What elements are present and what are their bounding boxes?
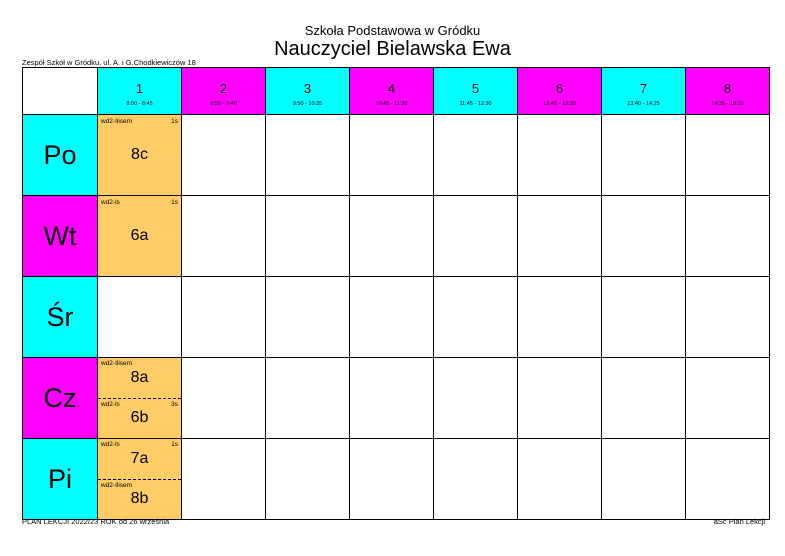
empty-cell — [602, 439, 686, 520]
lesson-room: 1s — [171, 199, 178, 206]
empty-cell — [434, 439, 518, 520]
period-time: 8:55 - 9:40 — [210, 101, 237, 107]
period-number: 5 — [471, 81, 480, 96]
period-time: 13:40 - 14:25 — [627, 101, 660, 107]
lesson-cell[interactable] — [98, 115, 182, 196]
period-number: 7 — [639, 81, 648, 96]
period-number: 1 — [135, 81, 144, 96]
empty-cell — [350, 358, 434, 439]
empty-cell — [182, 277, 266, 358]
lesson-group: wd2-ls — [101, 401, 120, 408]
empty-cell — [350, 439, 434, 520]
lesson-split-divider — [98, 398, 181, 399]
lesson-class: 8c — [131, 146, 148, 163]
period-time: 10:45 - 11:30 — [375, 101, 408, 107]
empty-cell — [434, 358, 518, 439]
period-number: 8 — [723, 81, 732, 96]
lesson-group: wd2-Ilisem — [101, 118, 133, 125]
period-header-3 — [266, 68, 350, 115]
lesson-group: wd2-ls — [101, 441, 120, 448]
teacher-title: Nauczyciel Bielawska Ewa — [274, 38, 511, 60]
empty-cell — [350, 115, 434, 196]
empty-cell — [350, 196, 434, 277]
empty-cell — [182, 439, 266, 520]
lesson-cell-split[interactable] — [98, 439, 182, 520]
period-header-4 — [350, 68, 434, 115]
timetable-grid — [22, 67, 770, 520]
empty-cell — [518, 358, 602, 439]
empty-cell — [434, 196, 518, 277]
period-number: 2 — [219, 81, 228, 96]
empty-cell — [686, 115, 770, 196]
day-row-po — [23, 115, 770, 196]
empty-cell — [266, 439, 350, 520]
empty-cell — [266, 277, 350, 358]
empty-cell — [518, 277, 602, 358]
lesson-class: 8b — [130, 490, 149, 507]
empty-cell — [98, 277, 182, 358]
lesson-group: wd2-ls — [101, 199, 120, 206]
day-label-po: Po — [23, 115, 98, 196]
period-header-5 — [434, 68, 518, 115]
lesson-room: 1s — [171, 441, 178, 448]
footer-plan-info: PLAN LEKCJI 2022/23 ROK od 26 września — [22, 517, 170, 526]
period-header-7 — [602, 68, 686, 115]
period-header-8 — [686, 68, 770, 115]
day-label-sr: Śr — [23, 277, 98, 358]
lesson-split-divider — [98, 479, 181, 480]
lesson-class: 7a — [130, 450, 149, 467]
empty-cell — [434, 115, 518, 196]
lesson-room: 3s — [171, 401, 178, 408]
period-number: 6 — [555, 81, 564, 96]
period-header-6 — [518, 68, 602, 115]
lesson-class: 6a — [130, 227, 149, 244]
day-row-pi — [23, 439, 770, 520]
lesson-group: wd2-Ilisem — [101, 482, 133, 489]
empty-cell — [602, 277, 686, 358]
period-time: 11:45 - 12:30 — [459, 101, 492, 107]
period-time: 9:50 - 10:35 — [292, 101, 323, 107]
empty-cell — [686, 277, 770, 358]
empty-cell — [518, 196, 602, 277]
period-header-1 — [98, 68, 182, 115]
day-label-cz: Cz — [23, 358, 98, 439]
empty-cell — [686, 358, 770, 439]
period-number: 3 — [303, 81, 312, 96]
empty-cell — [518, 439, 602, 520]
day-label-pi: Pi — [23, 439, 98, 520]
empty-cell — [434, 277, 518, 358]
day-label-wt: Wt — [23, 196, 98, 277]
empty-cell — [182, 358, 266, 439]
lesson-room: 1s — [171, 118, 178, 125]
empty-cell — [686, 196, 770, 277]
school-address: Zespół Szkół w Gródku, ul. A. i G.Chodkiewiczów 18 — [22, 58, 196, 67]
empty-cell — [602, 358, 686, 439]
empty-cell — [266, 115, 350, 196]
lesson-cell[interactable] — [98, 196, 182, 277]
empty-cell — [686, 439, 770, 520]
empty-cell — [350, 277, 434, 358]
footer-software-name: aSc Plan Lekcji — [713, 517, 765, 526]
lesson-cell-split[interactable] — [98, 358, 182, 439]
empty-cell — [182, 115, 266, 196]
lesson-group: wd2-Ilisem — [101, 360, 133, 367]
school-name: Szkoła Podstawowa w Gródku — [304, 23, 481, 38]
period-time: 8:00 - 8:45 — [126, 101, 153, 107]
period-header-2 — [182, 68, 266, 115]
corner-cell — [23, 68, 98, 115]
empty-cell — [518, 115, 602, 196]
empty-cell — [602, 196, 686, 277]
period-time: 12:45 - 13:30 — [543, 101, 576, 107]
day-row-sr — [23, 277, 770, 358]
lesson-class: 8a — [130, 369, 149, 386]
period-time: 14:35 - 15:20 — [711, 101, 744, 107]
empty-cell — [182, 196, 266, 277]
period-header-row — [23, 68, 770, 115]
day-row-wt — [23, 196, 770, 277]
period-number: 4 — [387, 81, 396, 96]
day-row-cz — [23, 358, 770, 439]
empty-cell — [266, 358, 350, 439]
empty-cell — [602, 115, 686, 196]
lesson-class: 6b — [130, 409, 149, 426]
empty-cell — [266, 196, 350, 277]
